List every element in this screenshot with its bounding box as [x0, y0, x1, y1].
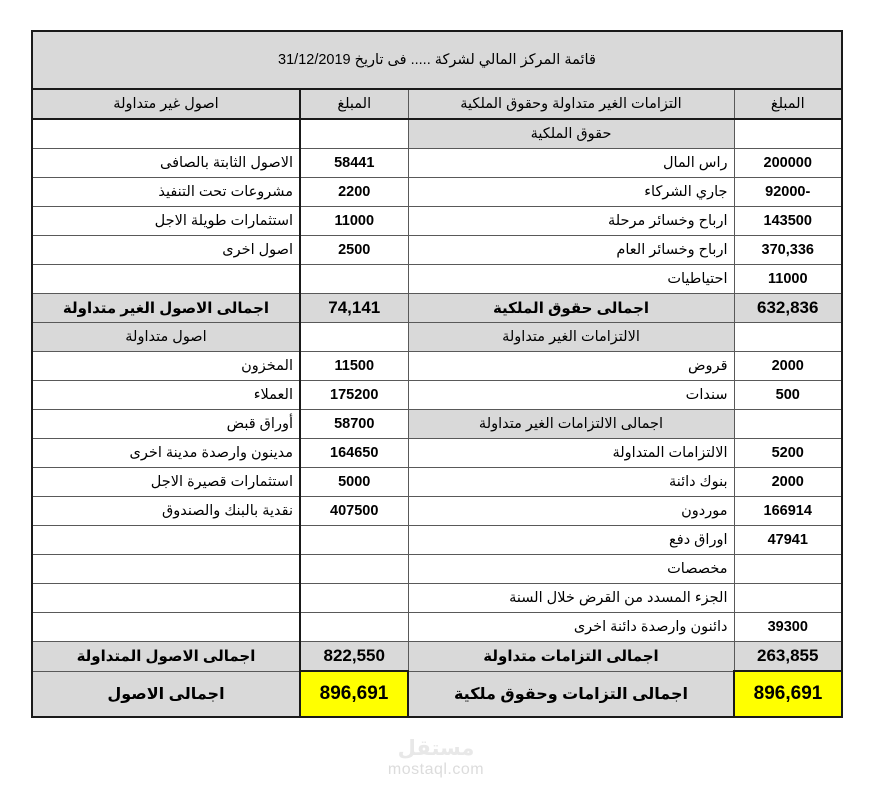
row-left-amount-2: -92000	[734, 178, 842, 207]
row-left-amount-6: 632,836	[734, 294, 842, 323]
watermark-logo: مستقل	[397, 737, 475, 760]
row-right-amount-13: 407500	[300, 497, 408, 526]
header-right-amount: المبلغ	[300, 89, 408, 119]
balance-sheet-container	[33, 30, 843, 730]
row-right-label-4: اصول اخرى	[32, 236, 300, 265]
row-right-label-6: اجمالى الاصول الغير متداولة	[32, 294, 300, 323]
row-right-label-16	[32, 584, 300, 613]
table-row	[32, 265, 842, 294]
row-right-amount-3: 11000	[300, 207, 408, 236]
table-row	[32, 236, 842, 265]
table-row	[32, 584, 842, 613]
row-left-label-2: جاري الشركاء	[408, 178, 734, 207]
row-right-label-19: اجمالى الاصول	[32, 671, 300, 717]
row-left-label-10: اجمالى الالتزامات الغير متداولة	[408, 410, 734, 439]
row-right-amount-0	[300, 119, 408, 149]
row-left-amount-1: 200000	[734, 149, 842, 178]
title-row	[32, 31, 842, 89]
row-left-label-4: ارباح وخسائر العام	[408, 236, 734, 265]
row-right-label-0	[32, 119, 300, 149]
row-left-label-1: راس المال	[408, 149, 734, 178]
row-right-label-13: نقدية بالبنك والصندوق	[32, 497, 300, 526]
row-left-amount-18: 263,855	[734, 642, 842, 672]
row-right-label-18: اجمالى الاصول المتداولة	[32, 642, 300, 672]
row-right-amount-17	[300, 613, 408, 642]
row-right-label-7: اصول متداولة	[32, 323, 300, 352]
table-row	[32, 613, 842, 642]
table-row	[32, 119, 842, 149]
row-left-amount-5: 11000	[734, 265, 842, 294]
row-left-label-5: احتياطيات	[408, 265, 734, 294]
row-right-label-3: استثمارات طويلة الاجل	[32, 207, 300, 236]
row-left-amount-7	[734, 323, 842, 352]
table-row	[32, 555, 842, 584]
row-right-label-1: الاصول الثابتة بالصافى	[32, 149, 300, 178]
row-left-label-17: دائنون وارصدة دائنة اخرى	[408, 613, 734, 642]
row-right-amount-16	[300, 584, 408, 613]
row-right-amount-8: 11500	[300, 352, 408, 381]
row-left-label-16: الجزء المسدد من القرض خلال السنة	[408, 584, 734, 613]
row-right-label-9: العملاء	[32, 381, 300, 410]
header-left-label: التزامات الغير متداولة وحقوق الملكية	[408, 89, 734, 119]
table-body	[32, 31, 842, 717]
row-left-label-18: اجمالى التزامات متداولة	[408, 642, 734, 672]
row-left-amount-0	[734, 119, 842, 149]
row-right-amount-11: 164650	[300, 439, 408, 468]
row-right-amount-10: 58700	[300, 410, 408, 439]
row-left-amount-3: 143500	[734, 207, 842, 236]
row-left-amount-16	[734, 584, 842, 613]
row-right-amount-19: 896,691	[300, 671, 408, 717]
balance-sheet-table	[31, 30, 843, 718]
row-left-amount-13: 166914	[734, 497, 842, 526]
header-right-label: اصول غير متداولة	[32, 89, 300, 119]
row-right-label-12: استثمارات قصيرة الاجل	[32, 468, 300, 497]
row-right-amount-9: 175200	[300, 381, 408, 410]
watermark	[0, 738, 872, 779]
row-right-amount-18: 822,550	[300, 642, 408, 672]
row-right-label-11: مدينون وارصدة مدينة اخرى	[32, 439, 300, 468]
row-right-label-2: مشروعات تحت التنفيذ	[32, 178, 300, 207]
row-left-label-15: مخصصات	[408, 555, 734, 584]
row-left-label-7: الالتزامات الغير متداولة	[408, 323, 734, 352]
row-left-amount-10	[734, 410, 842, 439]
header-left-amount: المبلغ	[734, 89, 842, 119]
table-row	[32, 410, 842, 439]
row-left-label-14: اوراق دفع	[408, 526, 734, 555]
table-row	[32, 468, 842, 497]
row-left-amount-19: 896,691	[734, 671, 842, 717]
row-right-label-5	[32, 265, 300, 294]
row-left-label-8: قروض	[408, 352, 734, 381]
table-row	[32, 294, 842, 323]
column-header-row	[32, 89, 842, 119]
row-right-label-15	[32, 555, 300, 584]
row-right-amount-5	[300, 265, 408, 294]
table-row	[32, 642, 842, 672]
row-right-label-17	[32, 613, 300, 642]
row-left-label-6: اجمالى حقوق الملكية	[408, 294, 734, 323]
row-right-amount-7	[300, 323, 408, 352]
row-right-amount-14	[300, 526, 408, 555]
row-left-amount-9: 500	[734, 381, 842, 410]
row-right-amount-12: 5000	[300, 468, 408, 497]
row-left-label-3: ارباح وخسائر مرحلة	[408, 207, 734, 236]
row-left-amount-14: 47941	[734, 526, 842, 555]
table-row	[32, 671, 842, 717]
table-row	[32, 207, 842, 236]
row-left-label-11: الالتزامات المتداولة	[408, 439, 734, 468]
row-right-label-8: المخزون	[32, 352, 300, 381]
row-left-label-9: سندات	[408, 381, 734, 410]
row-left-amount-17: 39300	[734, 613, 842, 642]
row-right-amount-4: 2500	[300, 236, 408, 265]
row-left-label-12: بنوك دائنة	[408, 468, 734, 497]
row-right-amount-15	[300, 555, 408, 584]
table-row	[32, 381, 842, 410]
row-right-label-10: أوراق قبض	[32, 410, 300, 439]
row-left-amount-12: 2000	[734, 468, 842, 497]
page-title: قائمة المركز المالي لشركة ..... فى تاريخ 31/12/2019	[32, 31, 842, 89]
row-left-label-0: حقوق الملكية	[408, 119, 734, 149]
row-right-label-14	[32, 526, 300, 555]
table-row	[32, 352, 842, 381]
table-row	[32, 526, 842, 555]
table-row	[32, 149, 842, 178]
table-row	[32, 497, 842, 526]
table-row	[32, 323, 842, 352]
row-left-amount-11: 5200	[734, 439, 842, 468]
row-left-label-13: موردون	[408, 497, 734, 526]
row-left-amount-8: 2000	[734, 352, 842, 381]
row-right-amount-2: 2200	[300, 178, 408, 207]
row-left-label-19: اجمالى التزامات وحقوق ملكية	[408, 671, 734, 717]
row-left-amount-4: 370,336	[734, 236, 842, 265]
row-right-amount-6: 74,141	[300, 294, 408, 323]
row-right-amount-1: 58441	[300, 149, 408, 178]
table-row	[32, 178, 842, 207]
table-row	[32, 439, 842, 468]
row-left-amount-15	[734, 555, 842, 584]
watermark-text: mostaql.com	[387, 761, 485, 779]
